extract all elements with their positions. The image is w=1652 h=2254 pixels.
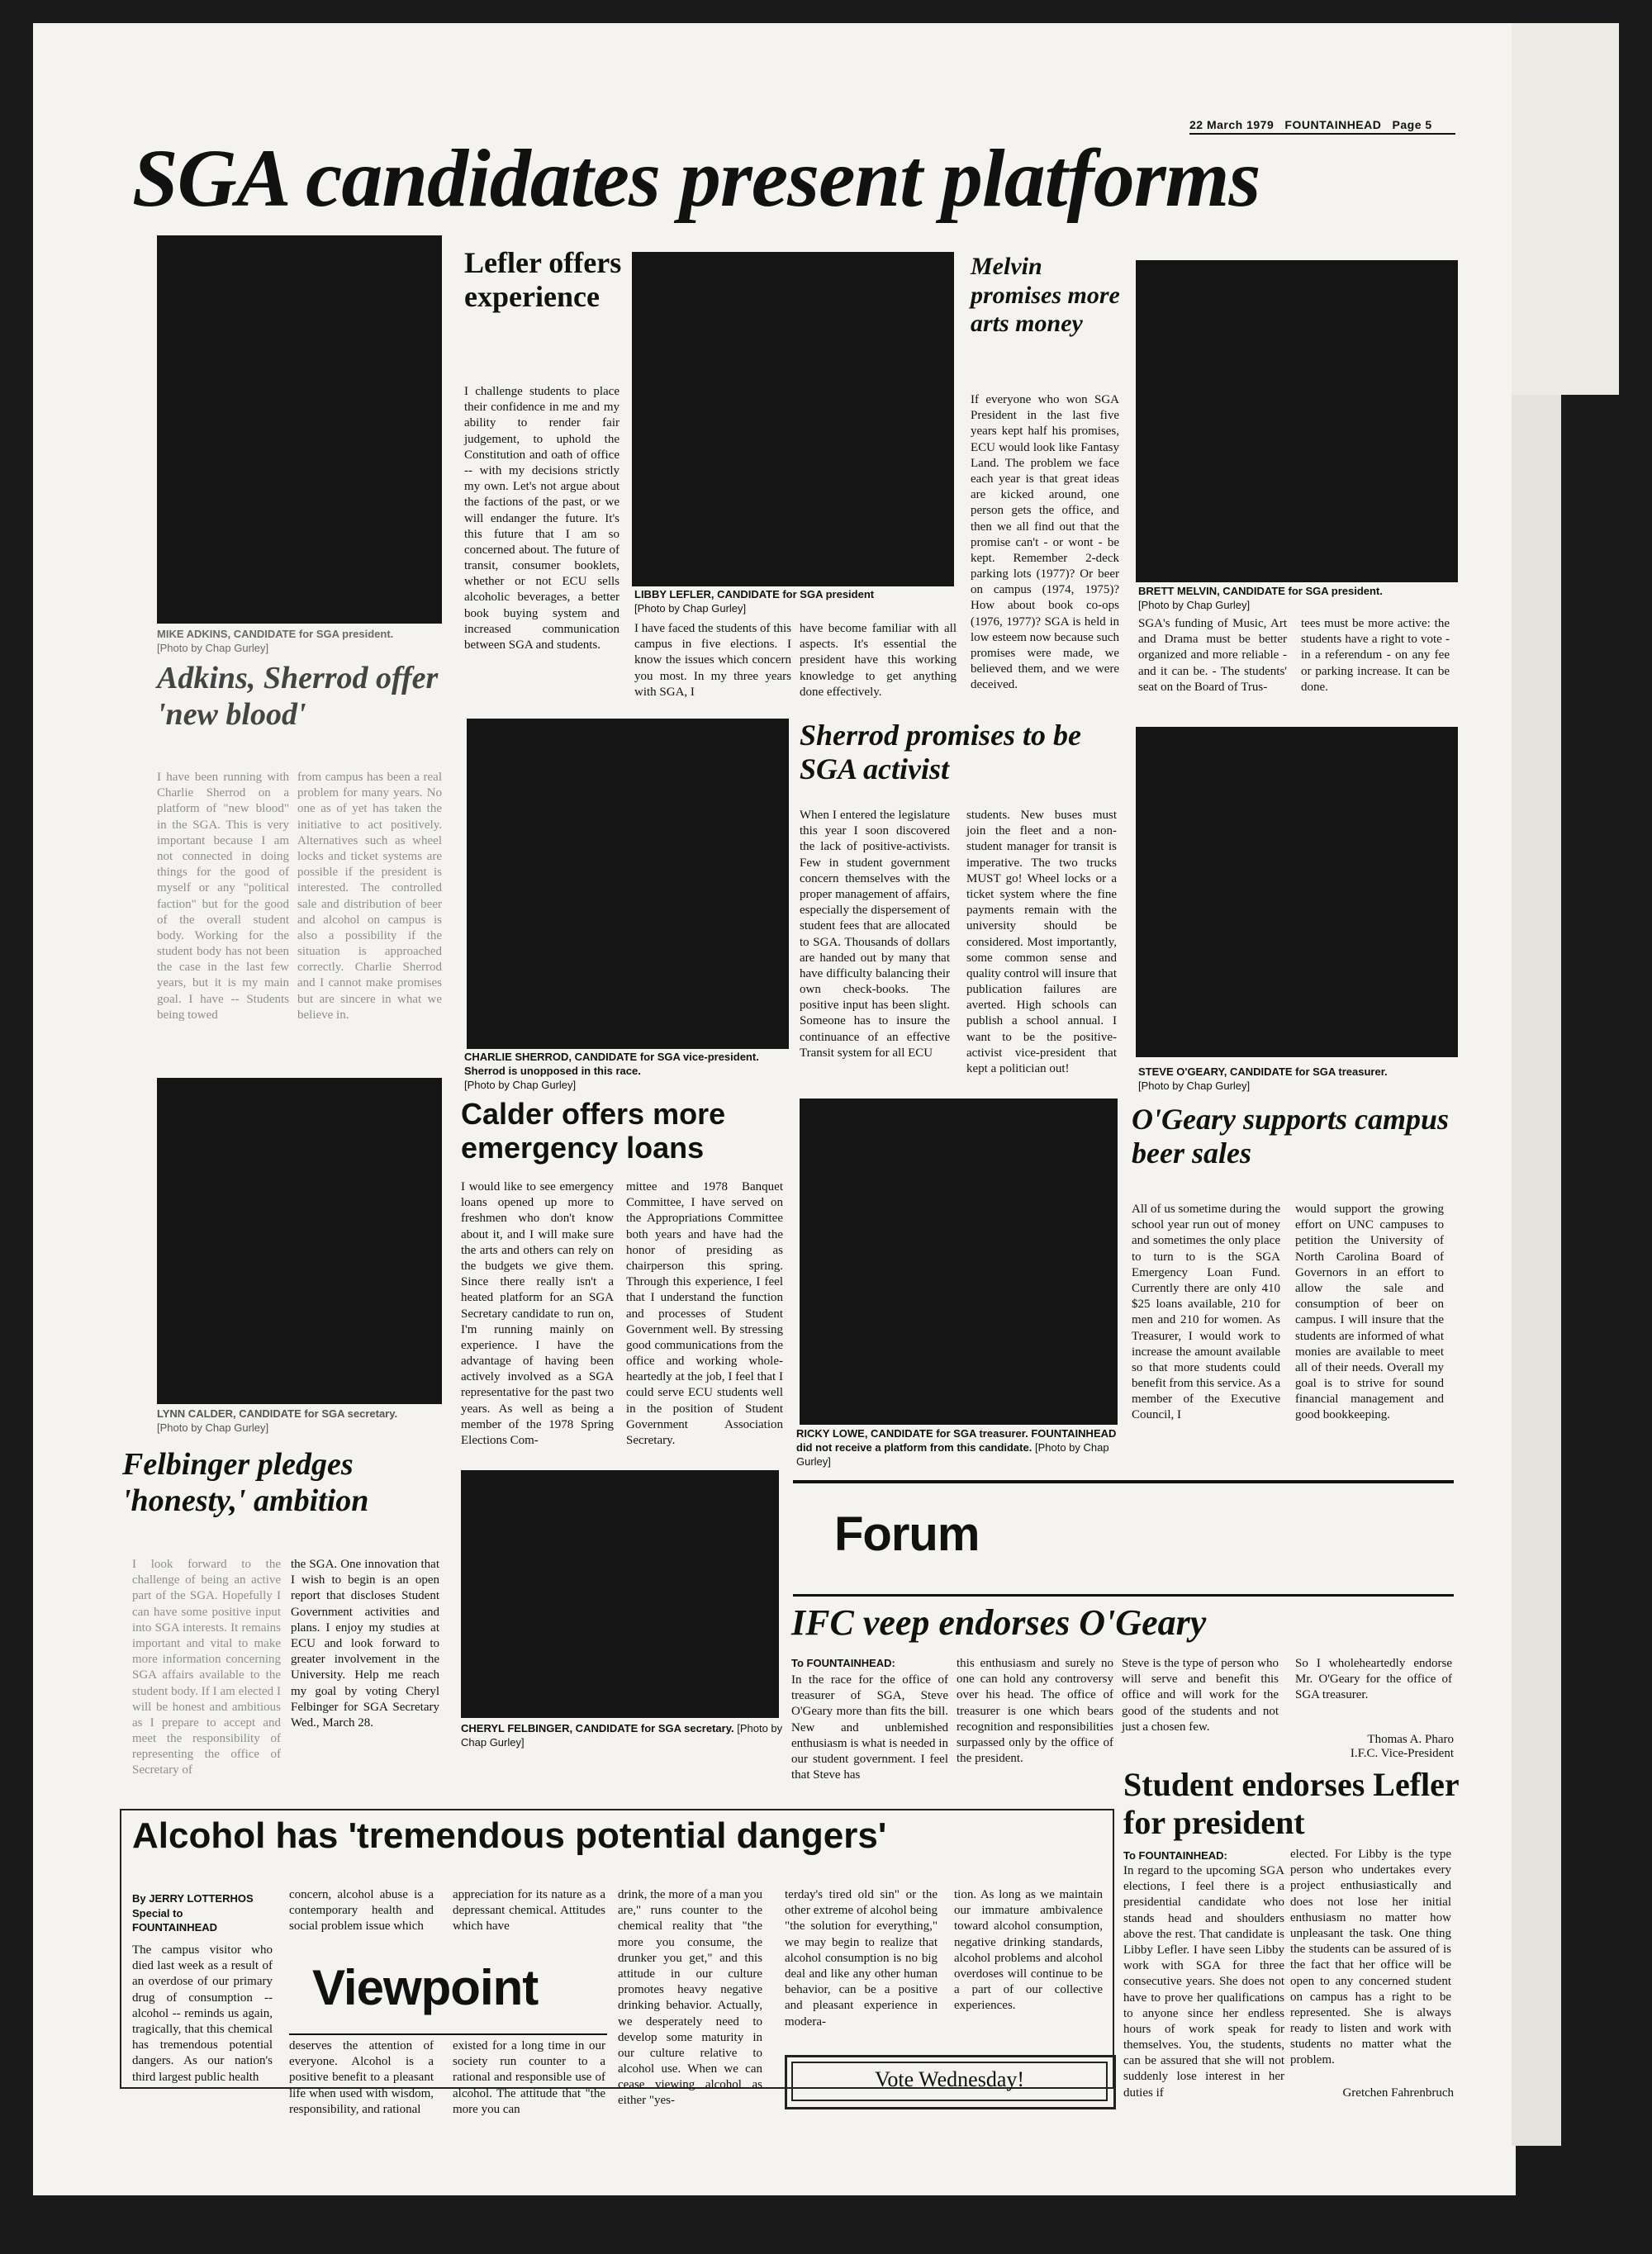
felbinger-credit: [Photo by Chap Gurley] [461,1722,783,1749]
header-date: 22 March 1979 [1189,118,1275,131]
lowe-photo [800,1099,1118,1425]
lowe-credit: [Photo by Chap Gurley] [796,1440,1109,1468]
alcohol-text-e: terday's tired old sin" or the other extreme of alcohol being "the solution for everything," we may begin to realize that alcohol consumption is no big deal and like any other human behavior, can be a positive and pleasant experience in modera- [785,1888,938,2029]
student-salutation: To FOUNTAINHEAD: [1123,1849,1227,1862]
page-title: SGA candidates present platforms [132,132,1260,224]
adkins-caption [157,628,446,656]
ogeary-caption-text: STEVE O'GEARY, CANDIDATE for SGA treasurer. [1138,1065,1388,1078]
ogeary-caption [1138,1065,1469,1094]
calder-headline: Calder offers more emergency loans [461,1097,726,1165]
adkins-caption-text: MIKE ADKINS, CANDIDATE for SGA president. [157,628,394,640]
ifc-signature-title: I.F.C. Vice-President [1350,1747,1454,1760]
calder-caption [157,1407,446,1435]
viewpoint-rule [289,2033,607,2035]
lefler-text-b: I have faced the students of this campus in five elections. I know the issues which concern you most. In my three years with SGA, I [634,622,791,699]
calder-caption-text: LYNN CALDER, CANDIDATE for SGA secretary. [157,1407,398,1420]
ifc-text-d: So I wholeheartedly endorse Mr. O'Geary for the office of SGA treasurer. [1295,1657,1452,1702]
alcohol-text-c: appreciation for its nature as a depressant chemical. Attitudes which have [453,1888,605,1934]
calder-text-b: mittee and 1978 Banquet Committee, I have served on the Appropriations Committee both years and have had the honor of presiding as chairperson this spring. Through this experience, I feel that I understand the function and processes of Student Government well. By stressing good communications from the office and working whole-heartedly at the job, I feel that I could serve ECU students well in the position of Student Government Association Secretary. [626,1180,783,1447]
ifc-signature-name: Thomas A. Pharo [1367,1733,1454,1746]
adkins-headline: Adkins, Sherrod offer 'new blood' [157,661,439,732]
ifc-text-b: this enthusiasm and surely no one can hold any controversy over his head. The office of treasurer is one which bears recognition and responsibilities surpassed only by the office of the president. [957,1657,1113,1766]
alcohol-text-b2: deserves the attention of everyone. Alcohol is a positive benefit to a pleasant life when used with wisdom, responsibility, and rational [289,2039,434,2116]
calder-text-a: I would like to see emergency loans opened up more to freshmen who don't know about it, and I will make sure the arts and others can rely on the budgets we give them. Since there really isn't a heated platform for an SGA Secretary candidate to run on, I'm running mainly on experience. I have the advantage of having been actively involved as a SGA representative for the past two years. As well as being a member of the 1978 Spring Elections Com- [461,1180,614,1447]
melvin-caption [1138,585,1469,613]
felbinger-headline: Felbinger pledges 'honesty,' ambition [122,1447,369,1518]
sherrod-credit: [Photo by Chap Gurley] [464,1078,577,1091]
header-paper: FOUNTAINHEAD [1284,118,1382,131]
sherrod-text-b: students. New buses must join the fleet and a non-student manager for transit is imperative. The two trucks MUST go! Wheel locks or a ticket system where the fine payments remain with the university should be considered. Most importantly, some common sense and quality control will insure that publication failures are averted. High schools can publish a school annual. I want to be the positive-activist vice-president that kept a politician out! [966,809,1117,1075]
student-headline: Student endorses Lefler for president [1123,1766,1459,1841]
felbinger-caption-text: CHERYL FELBINGER, CANDIDATE for SGA secretary. [461,1722,734,1734]
lefler-credit: [Photo by Chap Gurley] [634,601,747,615]
student-text-a: In regard to the upcoming SGA elections, I feel there is a presidential candidate who stands head and shoulders above the rest. That candidate is Libby Lefler. I have seen Libby work with SGA for three consecutive years. She does not have to prove her qualifications to anyone since her endless hours of work speak for themselves. You, the students, can be assured that she will not suddenly lose interest in her duties if [1123,1864,1284,2100]
adkins-credit: [Photo by Chap Gurley] [157,641,269,654]
alcohol-text-c2: existed for a long time in our society run counter to a rational and responsible use of alcohol. The attitude that "the more you can [453,2039,605,2116]
melvin-credit: [Photo by Chap Gurley] [1138,598,1251,611]
forum-rule-top [793,1480,1454,1483]
alcohol-byline-special: Special to [132,1906,183,1919]
alcohol-byline [132,1891,273,1935]
ogeary-text-a: All of us sometime during the school year run out of money and sometimes the only place to turn to is the SGA Emergency Loan Fund. Currently there are only 410 $25 loans available, 210 for men and 210 for women. As Treasurer, I would work to increase the amount available so that more students could benefit from this service. As a member of the Executive Council, I [1132,1203,1280,1422]
lefler-caption-text: LIBBY LEFLER, CANDIDATE for SGA president [634,588,875,600]
alcohol-text-d: drink, the more of a man you are," runs counter to the chemical reality that "the more you consume, the drunker you get," and this attitude in our culture promotes heavy negative drinking behavior. Actually, we desperately need to develop some maturity in our culture relative to alcohol use. When we can cease viewing alcohol as either "yes- [618,1888,762,2108]
ogeary-text-b: would support the growing effort on UNC campuses to petition the University of North Carolina Board of Governors in an effort to allow the sale and consumption of beer on campus. I will insure that the students are informed of what monies are available to meet all of their needs. Overall my goal is to strive for sound financial management and good bookkeeping. [1295,1203,1444,1422]
adkins-text-b: from campus has been a real problem for many years. No one as of yet has taken the initiative to act positively. Alternatives such as wheel locks and ticket systems are possible if the president is interested. The controlled sale and distribution of beer and alcohol on campus is also a possibility if the situation is approached correctly. Charlie Sherrod and I cannot make promises but are sincere in what we believe in. [297,771,442,1022]
alcohol-text-b: concern, alcohol abuse is a contemporary health and social problem issue which [289,1888,434,1934]
sherrod-text-a: When I entered the legislature this year I soon discovered the lack of positive-activists. Few in student government concern themselves with the proper management of affairs, especially the dispersement of student fees that are allocated to SGA. Thousands of dollars are handed out by many that have difficulty balancing their own check-books. The positive input has been slight. Someone has to insure the continuance of an effective Transit system for all ECU [800,809,950,1060]
calder-credit: [Photo by Chap Gurley] [157,1421,269,1434]
paper-edge-lower [1512,395,1561,2146]
calder-photo [157,1078,442,1404]
sherrod-caption-text: CHARLIE SHERROD, CANDIDATE for SGA vice-president. Sherrod is unopposed in this race. [464,1051,759,1077]
alcohol-byline-name: By JERRY LOTTERHOS [132,1892,254,1905]
alcohol-text-a: The campus visitor who died last week as a result of an overdose of our primary drug of consumption -- alcohol -- reminds us again, tragically, that this chemical has tremendous potential dangers. As our nation's third largest public health [132,1943,273,2084]
adkins-text-a: I have been running with Charlie Sherrod on a platform of "new blood" in the SGA. This is very important because I am not connected in doing things for the good of myself or any "political faction" but for the good of the overall student body. Working for the student body has not been the case in the last few years, but it is my main goal. I have -- Students being towed [157,771,289,1022]
felbinger-photo [461,1470,779,1718]
ifc-text-a: In the race for the office of treasurer of SGA, Steve O'Geary more than fits the bill. New and unblemished enthusiasm is what is needed in our student government. I feel that Steve has [791,1673,948,1782]
melvin-photo [1136,260,1458,582]
ogeary-photo [1136,727,1458,1057]
viewpoint-label: Viewpoint [312,1960,539,2015]
header-page: Page 5 [1392,118,1432,131]
lowe-caption [796,1427,1127,1469]
lefler-headline: Lefler offers experience [464,246,622,314]
lefler-text-a: I challenge students to place their confidence in me and my ability to render fair judgement, to uphold the Constitution and oath of office -- with my decisions strictly my own. Let's not argue about the factions of the past, or we will endanger the future. It's this future that I am so concerned about. The future of transit, consumer booklets, whether or not ECU sells alcoholic beverages, a better book buying system and increased communication between SGA and students. [464,385,620,652]
adkins-photo [157,235,442,624]
alcohol-byline-paper: FOUNTAINHEAD [132,1921,218,1934]
lowe-caption-text: RICKY LOWE, CANDIDATE for SGA treasurer. FOUNTAINHEAD did not receive a platform from this candidate. [796,1427,1117,1454]
ogeary-credit: [Photo by Chap Gurley] [1138,1079,1251,1092]
felbinger-caption [461,1722,800,1750]
melvin-text-b: SGA's funding of Music, Art and Drama must be better organized and more reliable - and it can be. - The students' seat on the Board of Trus- [1138,617,1287,694]
lefler-caption [634,588,965,616]
melvin-headline: Melvin promises more arts money [971,253,1120,337]
lefler-text-c: have become familiar with all aspects. It's essential the president have this working knowledge to get anything done effectively. [800,622,957,699]
ifc-text-c: Steve is the type of person who will serve and benefit this office and will work for the good of the students and not just a chosen few. [1122,1657,1279,1734]
alcohol-headline: Alcohol has 'tremendous potential dangers' [132,1815,887,1856]
sherrod-caption [464,1051,803,1093]
ifc-signature [1322,1733,1454,1761]
ogeary-headline: O'Geary supports campus beer sales [1132,1103,1450,1170]
sherrod-photo [467,719,789,1049]
felbinger-text-a: I look forward to the challenge of being an active part of the SGA. Hopefully I can have some positive input into SGA interests. It remains important and vital to make more information concerning SGA affairs available to the student body. If I am elected I will be honest and ambitious as I prepare to accept and meet the responsibility of representing the office of Secretary of [132,1558,281,1777]
sherrod-headline: Sherrod promises to be SGA activist [800,719,1082,786]
felbinger-text-b: the SGA. One innovation that I wish to begin is an open report that discloses Student Government activities and plans. I enjoy my studies at ECU and look forward to greater involvement in the University. Help me reach my goal by voting Cheryl Felbinger for SGA Secretary Wed., March 28. [291,1558,439,1730]
lefler-photo [632,252,954,586]
student-text-b: elected. For Libby is the type person who undertakes every project enthusiastically and does not lose her initial enthusiasm no matter how unpleasant the task. One thing the students can be assured of is the fact that her office will be open to any concerned student on campus has a right to be represented. She is always ready to listen and work with students no matter what the problem. [1290,1848,1451,2067]
ifc-headline: IFC veep endorses O'Geary [791,1602,1207,1643]
melvin-text-c: tees must be more active: the students have a right to vote - in a referendum - on any fee or parking increase. It can be done. [1301,617,1450,694]
forum-rule-bottom [793,1594,1454,1597]
alcohol-text-f: tion. As long as we maintain our immature ambivalence toward alcohol consumption, negative drinking standards, alcohol problems and alcohol overdoses will continue to be a part of our collective experiences. [954,1888,1103,2013]
ifc-salutation: To FOUNTAINHEAD: [791,1657,895,1669]
student-signature: Gretchen Fahrenbruch [1342,2086,1454,2100]
vote-label: Vote Wednesday! [874,2067,1025,2091]
forum-label: Forum [834,1507,980,1561]
melvin-caption-text: BRETT MELVIN, CANDIDATE for SGA president. [1138,585,1383,597]
melvin-text-a: If everyone who won SGA President in the last five years kept half his promises, ECU would look like Fantasy Land. The problem we face each year is that great ideas are kicked around, one person gets the office, and then we all find out that the promise can't - or wont - be kept. Remember 2-deck parking lots (1977)? Or beer on campus (1974, 1975)? How about book co-ops (1976, 1977)? SGA is held in low esteem now because such promises were made, we believed them, and we were deceived. [971,393,1119,692]
paper-edge [1512,23,1619,395]
